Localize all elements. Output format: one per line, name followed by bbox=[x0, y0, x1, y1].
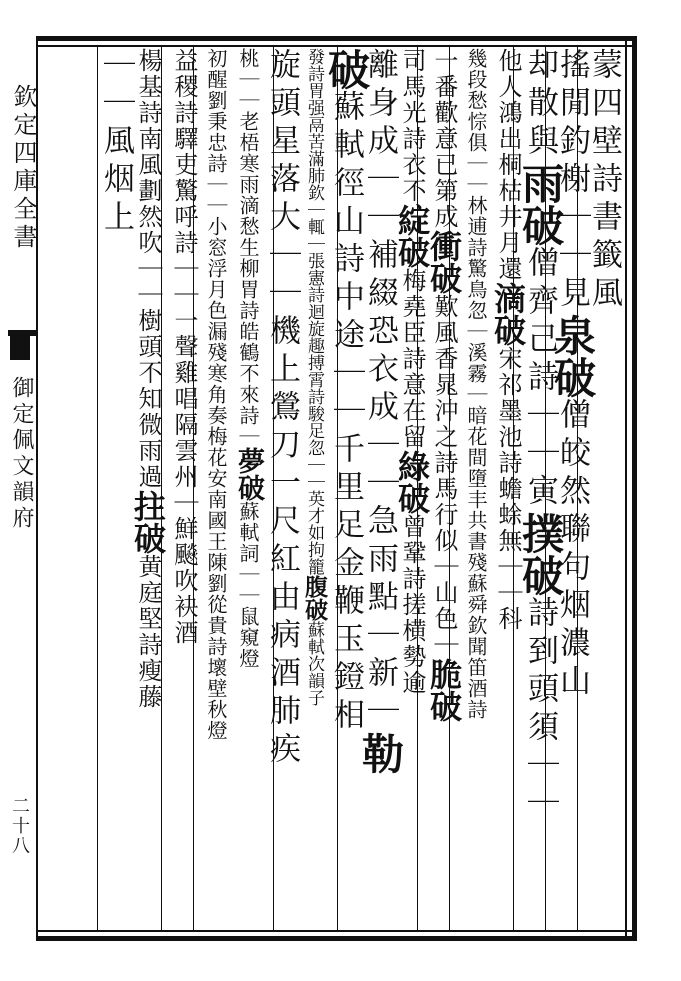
annotation-text: 補綴恐衣成｜｜ bbox=[362, 238, 398, 504]
headword: 拄破 bbox=[129, 490, 167, 554]
headword: 泉破 bbox=[548, 314, 597, 398]
annotation-text: 丰共書殘蘇舜欽聞笛酒詩 bbox=[464, 489, 488, 720]
annotation-text: 司馬光詩衣不 bbox=[398, 48, 426, 204]
annotation-text: 桃｜｜老梧寒雨滴愁生柳胃詩皓鶴不來詩｜ bbox=[236, 48, 260, 447]
annotation-text: ｜鮮飈吹袂酒 bbox=[170, 490, 198, 646]
annotation-text: 搖閒釣榭｜｜見 bbox=[554, 48, 590, 314]
annotation-text: 急雨點｜新｜ bbox=[362, 504, 398, 732]
headword: 脆破 bbox=[425, 658, 463, 722]
headword: 撲破 bbox=[516, 512, 565, 596]
spine-margin bbox=[0, 36, 36, 941]
annotation-text: 曾鞏詩搓横勢逾 bbox=[398, 514, 426, 696]
annotation-text: 發詩胃强鬲苦滿肺欽｜輒｜張憲詩 bbox=[304, 48, 324, 303]
top-border-thin bbox=[36, 45, 636, 47]
annotation-text: 蒙四壁詩書籤風 bbox=[586, 48, 622, 314]
bottom-border-thick bbox=[36, 936, 636, 941]
bottom-border-thin bbox=[36, 930, 636, 932]
headword: 滴破 bbox=[489, 282, 527, 346]
right-border-thick bbox=[632, 36, 637, 941]
annotation-text: ｜｜風烟上 bbox=[98, 48, 134, 238]
annotation-text: 林逋詩驚鳥忽｜溪霧｜暗花間墮 bbox=[464, 195, 488, 489]
annotation-text: 僧皎然聯句烟濃山 bbox=[554, 398, 590, 702]
headword: 腹破 bbox=[301, 575, 328, 621]
fishtail-mark bbox=[10, 336, 30, 360]
book-title: 欽定四庫全書 bbox=[9, 84, 37, 252]
annotation-text: 幾段愁悰俱｜｜ bbox=[464, 48, 488, 195]
annotation-text: 初醒劉秉忠詩｜｜小窓浮月色漏殘寒角奏梅花安南國王陳 bbox=[204, 48, 228, 573]
annotation-text: 黄庭堅詩瘦藤 bbox=[134, 554, 162, 710]
annotation-text: 一番歡意已第成 bbox=[430, 48, 458, 230]
annotation-text: 益稷詩驛吏驚呼詩｜｜一聲雞唱隔雲州 bbox=[170, 48, 198, 490]
annotation-text: 宋祁墨池詩蟾蜍無｜｜科 bbox=[494, 346, 522, 632]
annotation-text: 旋頭星落大｜｜機上鶯刀一尺紅 bbox=[264, 48, 300, 580]
annotation-text: 蘇軾次韻子 bbox=[304, 621, 324, 706]
annotation-text: 離身成｜｜ bbox=[362, 48, 398, 238]
annotation-text: 他人 bbox=[494, 48, 522, 100]
annotation-text: 僧齊己詩｜｜寅 bbox=[522, 246, 558, 512]
annotation-text: 蘇軾徑山詩中途｜｜千里足金鞭玉鐙相 bbox=[328, 90, 364, 736]
annotation-text: 鴻出桐枯井月還 bbox=[494, 100, 522, 282]
headword: 衝破 bbox=[425, 230, 463, 294]
headword: 破 bbox=[322, 48, 371, 90]
headword: 夢破 bbox=[233, 447, 264, 501]
annotation-text: 詩到頭須｜｜ bbox=[522, 596, 558, 824]
annotation-text: 迴旋趣搏霄詩駿足忽｜｜英才如拘籠 bbox=[304, 303, 324, 575]
annotation-text: 歎風香晁沖之詩馬行似｜山色｜ bbox=[430, 294, 458, 658]
headword: 綠破 bbox=[393, 450, 431, 514]
annotation-text: 梅堯臣詩意在留 bbox=[398, 268, 426, 450]
text-column bbox=[90, 48, 142, 238]
top-border-thick bbox=[36, 36, 636, 41]
annotation-text: 楊基詩南風劃然吹｜｜樹頭不知微雨過 bbox=[134, 48, 162, 490]
headword: 雨破 bbox=[516, 162, 565, 246]
annotation-text: 劉從貴詩壞壁秋燈 bbox=[204, 573, 228, 741]
headword: 綻破 bbox=[393, 204, 431, 268]
annotation-text: 却散與 bbox=[522, 48, 558, 162]
volume-title: 御定佩文韻府 bbox=[9, 376, 34, 532]
headword: 勒 bbox=[356, 732, 405, 774]
page-number: 二十八 bbox=[9, 796, 30, 856]
annotation-text: 蘇軾詞｜｜鼠窺燈 bbox=[236, 501, 260, 669]
annotation-text: 由病酒肺疾 bbox=[264, 580, 300, 770]
